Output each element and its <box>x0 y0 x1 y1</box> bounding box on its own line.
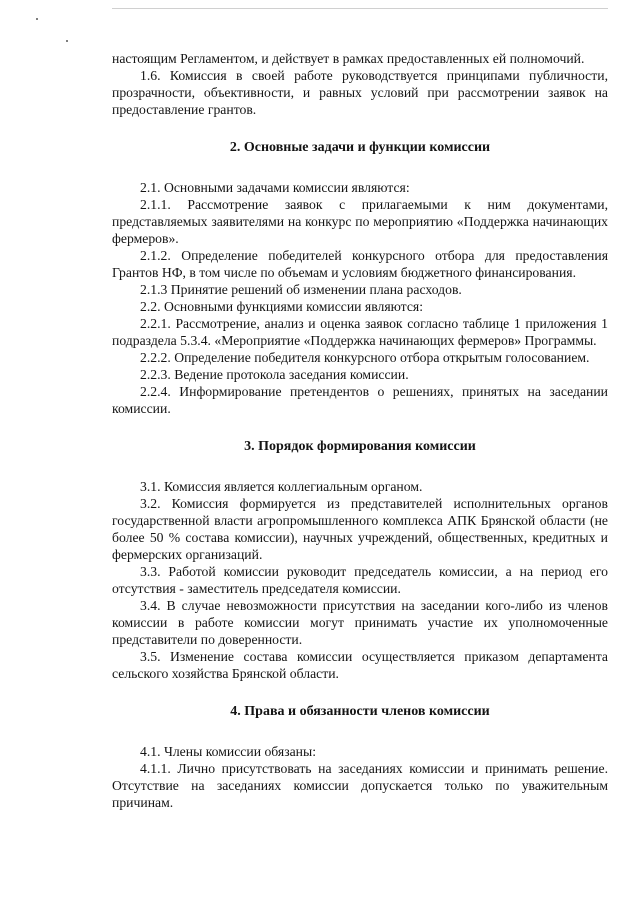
paragraph-1-6: 1.6. Комиссия в своей работе руководствуется принципами публичности, прозрачности, объективности, и равных условий при рассмотрении заявок на предоставление грантов. <box>112 68 608 117</box>
paragraph-2-2: 2.2. Основными функциями комиссии являются: <box>140 299 423 314</box>
paragraph-3-5: 3.5. Изменение состава комиссии осуществляется приказом департамента сельского хозяйства Брянской области. <box>112 649 608 681</box>
paragraph-2-2-1: 2.2.1. Рассмотрение, анализ и оценка заявок согласно таблице 1 приложения 1 подраздела 5.3.4. «Мероприятие «Поддержка начинающих фермеров» Программы. <box>112 316 608 348</box>
section-heading-2: 2. Основные задачи и функции комиссии <box>229 140 491 155</box>
scan-speck <box>66 40 68 42</box>
paragraph-3-4: 3.4. В случае невозможности присутствия на заседании кого-либо из членов комиссии в работе комиссии могут принимать участие их уполномоченные представители по доверенности. <box>112 598 608 647</box>
paragraph-2-1-3: 2.1.3 Принятие решений об изменении плана расходов. <box>140 282 462 297</box>
paragraph-2-1: 2.1. Основными задачами комиссии являются: <box>140 180 410 195</box>
scan-speck <box>36 18 38 20</box>
page-top-edge <box>112 8 608 9</box>
paragraph-2-2-2: 2.2.2. Определение победителя конкурсного отбора открытым голосованием. <box>140 350 590 365</box>
document-page <box>112 50 608 811</box>
paragraph-3-1: 3.1. Комиссия является коллегиальным органом. <box>140 479 423 494</box>
paragraph-2-1-1: 2.1.1. Рассмотрение заявок с прилагаемыми к ним документами, представляемых заявителями на конкурс по мероприятию «Поддержка начинающих фермеров». <box>112 197 608 246</box>
paragraph-1-5-continued: настоящим Регламентом, и действует в рамках предоставленных ей полномочий. <box>112 51 585 66</box>
paragraph-3-3: 3.3. Работой комиссии руководит председатель комиссии, а на период его отсутствия - заместитель председателя комиссии. <box>112 564 608 596</box>
paragraph-4-1: 4.1. Члены комиссии обязаны: <box>140 744 317 759</box>
paragraph-2-2-4: 2.2.4. Информирование претендентов о решениях, принятых на заседании комиссии. <box>112 384 608 416</box>
paragraph-3-2: 3.2. Комиссия формируется из представителей исполнительных органов государственной власти агропромышленного комплекса АПК Брянской области (не более 50 % состава комиссии), научных учреждений, общественных, кредитных и фермерских организаций. <box>112 496 608 562</box>
paragraph-4-1-1: 4.1.1. Лично присутствовать на заседаниях комиссии и принимать решение. Отсутствие на заседаниях комиссии допускается только по уважительным причинам. <box>112 761 608 810</box>
paragraph-2-1-2: 2.1.2. Определение победителей конкурсного отбора для предоставления Грантов НФ, в том числе по объемам и условиям бюджетного финансирования. <box>112 248 608 280</box>
section-heading-3: 3. Порядок формирования комиссии <box>244 439 476 454</box>
paragraph-2-2-3: 2.2.3. Ведение протокола заседания комиссии. <box>140 367 409 382</box>
section-heading-4: 4. Права и обязанности членов комиссии <box>230 704 490 719</box>
